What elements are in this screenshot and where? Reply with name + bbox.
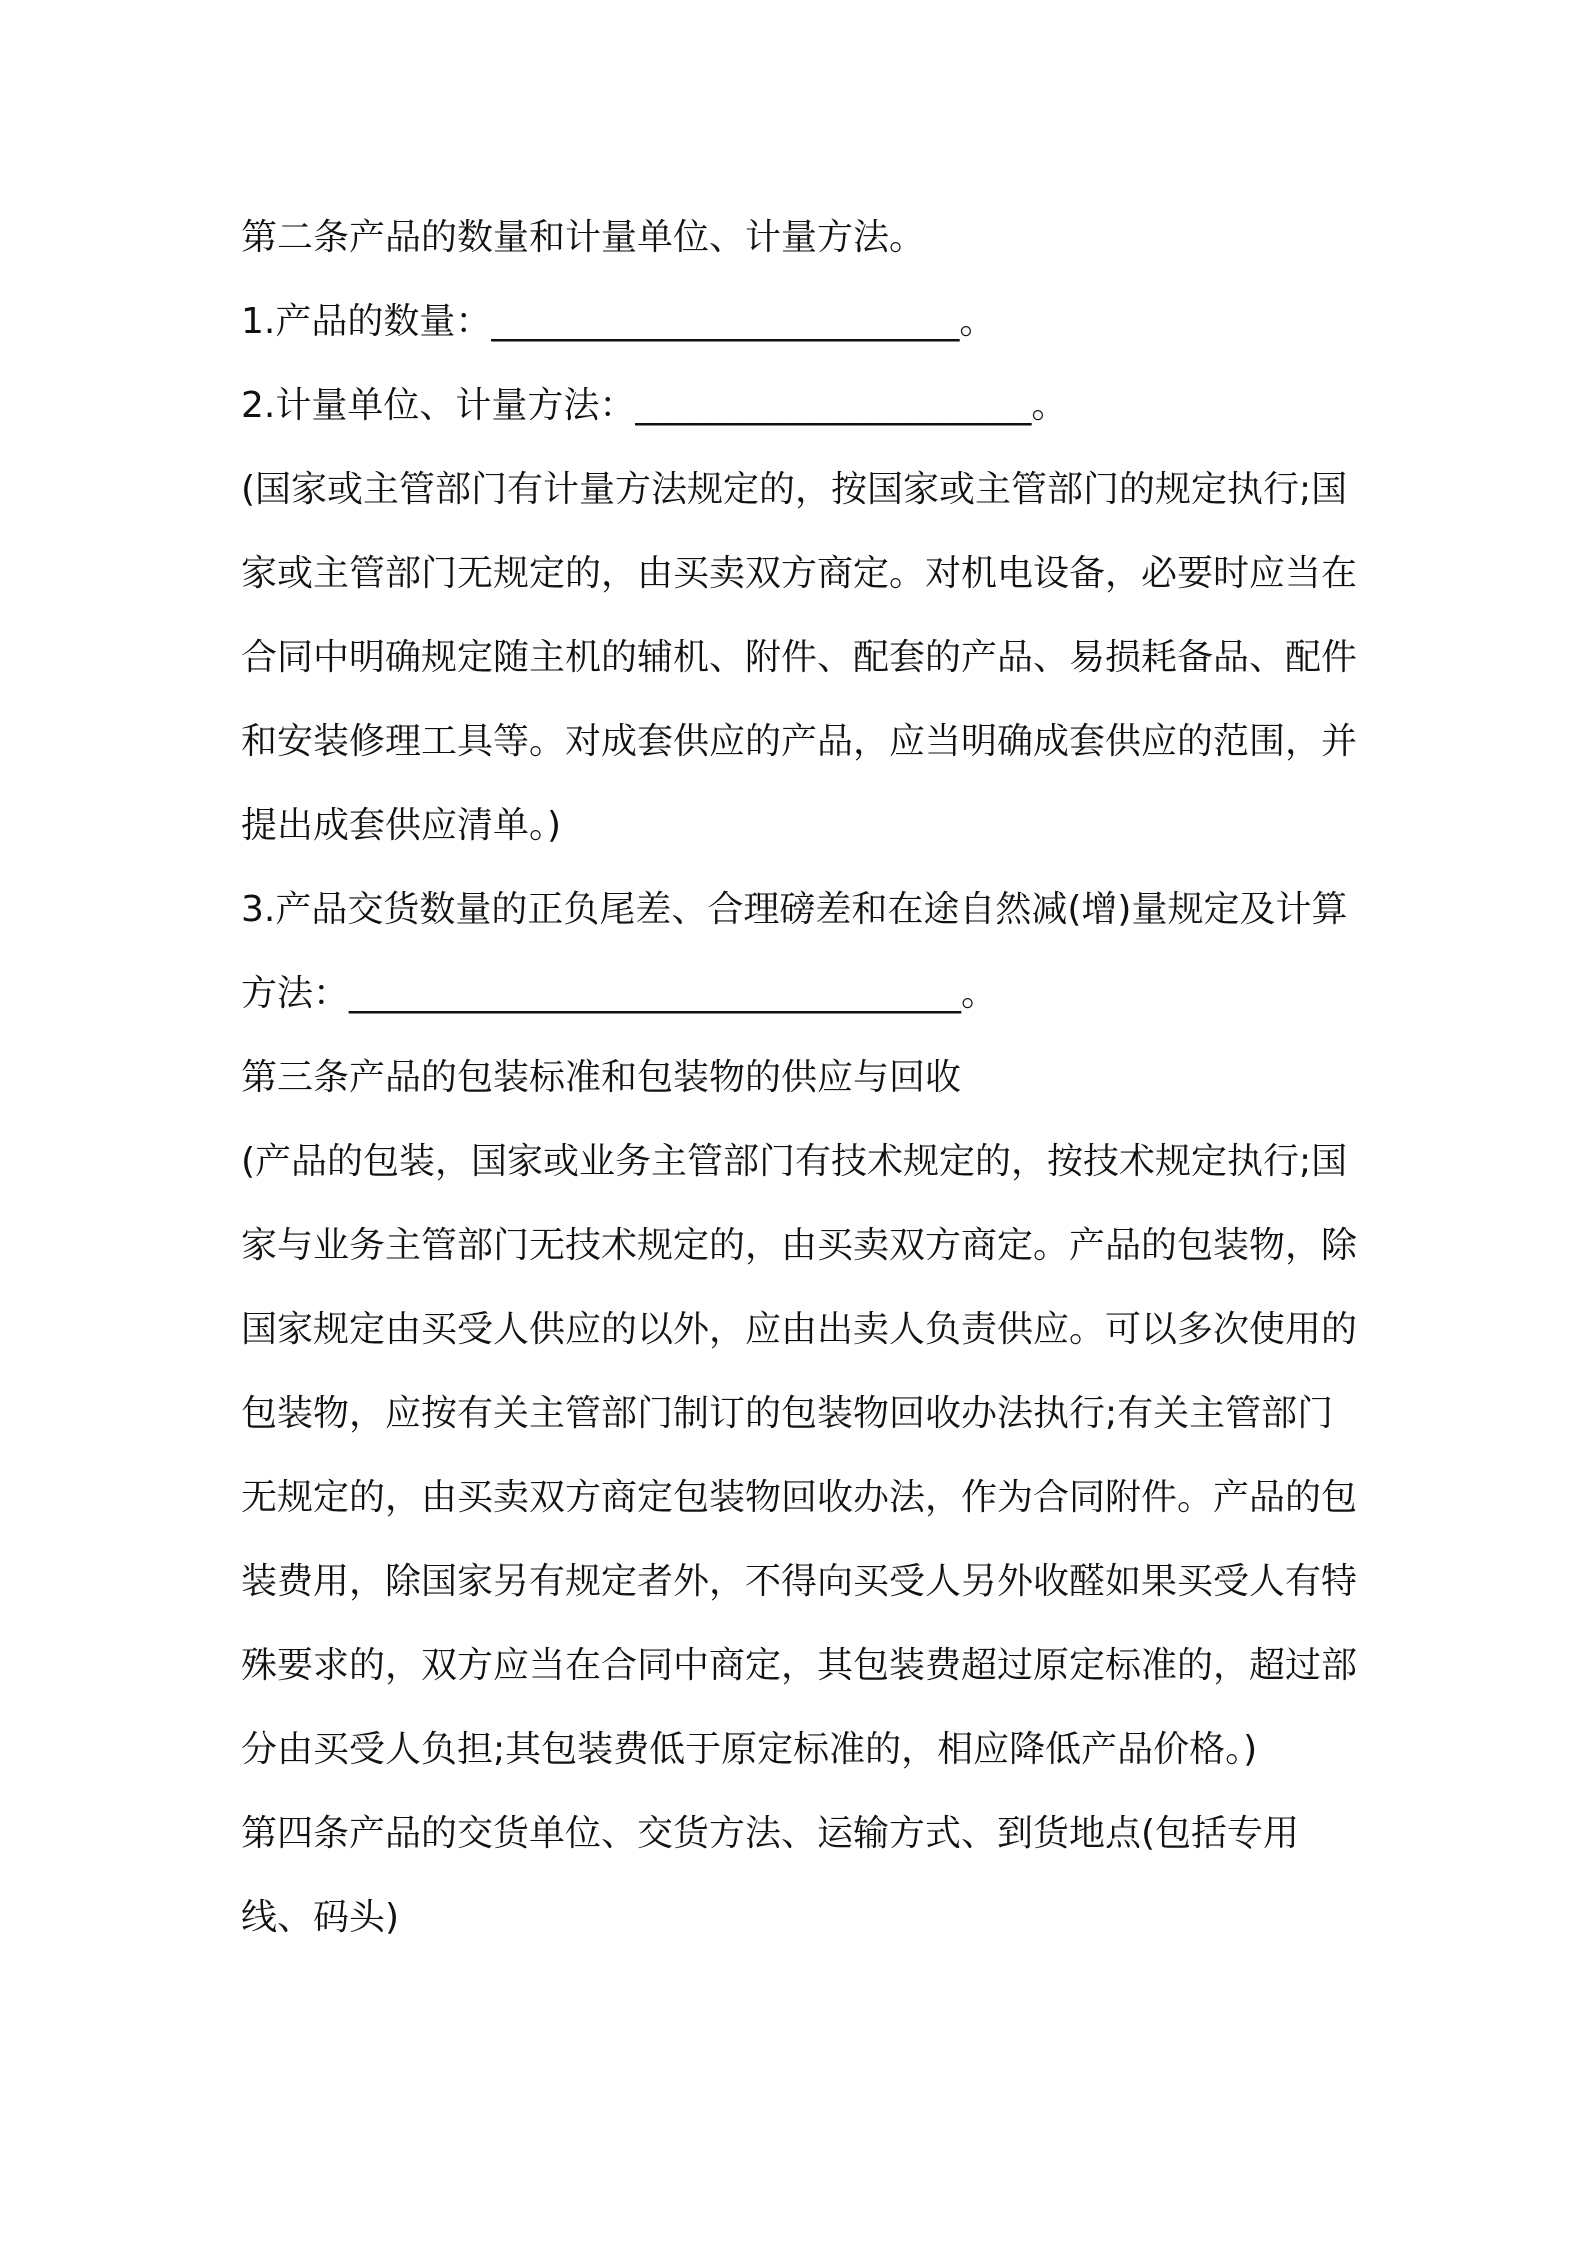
- product-quantity-line: 1.产品的数量：__________________________。: [241, 301, 996, 342]
- delivery-tolerance-line: 3.产品交货数量的正负尾差、合理磅差和在途自然减(增)量规定及计算方法：__________________________________。: [241, 889, 1348, 1014]
- article-4-heading: 第四条产品的交货单位、交货方法、运输方式、到货地点(包括专用线、码头): [241, 1813, 1300, 1938]
- document-body: [241, 196, 1361, 1960]
- packaging-note-paragraph: (产品的包装，国家或业务主管部门有技术规定的，按技术规定执行;国家与业务主管部门无技术规定的，由买卖双方商定。产品的包装物，除国家规定由买受人供应的以外，应由出卖人负责供应。可以多次使用的包装物，应按有关主管部门制订的包装物回收办法执行;有关主管部门无规定的，由买卖双方商定包装物回收办法，作为合同附件。产品的包装费用，除国家另有规定者外，不得向买受人另外收醛如果买受人有特殊要求的，双方应当在合同中商定，其包装费超过原定标准的，超过部分由买受人负担;其包装费低于原定标准的，相应降低产品价格。): [241, 1141, 1358, 1770]
- article-2-heading: 第二条产品的数量和计量单位、计量方法。: [241, 217, 926, 258]
- article-3-heading: 第三条产品的包装标准和包装物的供应与回收: [241, 1057, 962, 1098]
- measurement-unit-line: 2.计量单位、计量方法：______________________。: [241, 385, 1068, 426]
- measurement-note-paragraph: (国家或主管部门有计量方法规定的，按国家或主管部门的规定执行;国家或主管部门无规定的，由买卖双方商定。对机电设备，必要时应当在合同中明确规定随主机的辅机、附件、配套的产品、易损耗备品、配件和安装修理工具等。对成套供应的产品，应当明确成套供应的范围，并提出成套供应清单。): [241, 469, 1358, 846]
